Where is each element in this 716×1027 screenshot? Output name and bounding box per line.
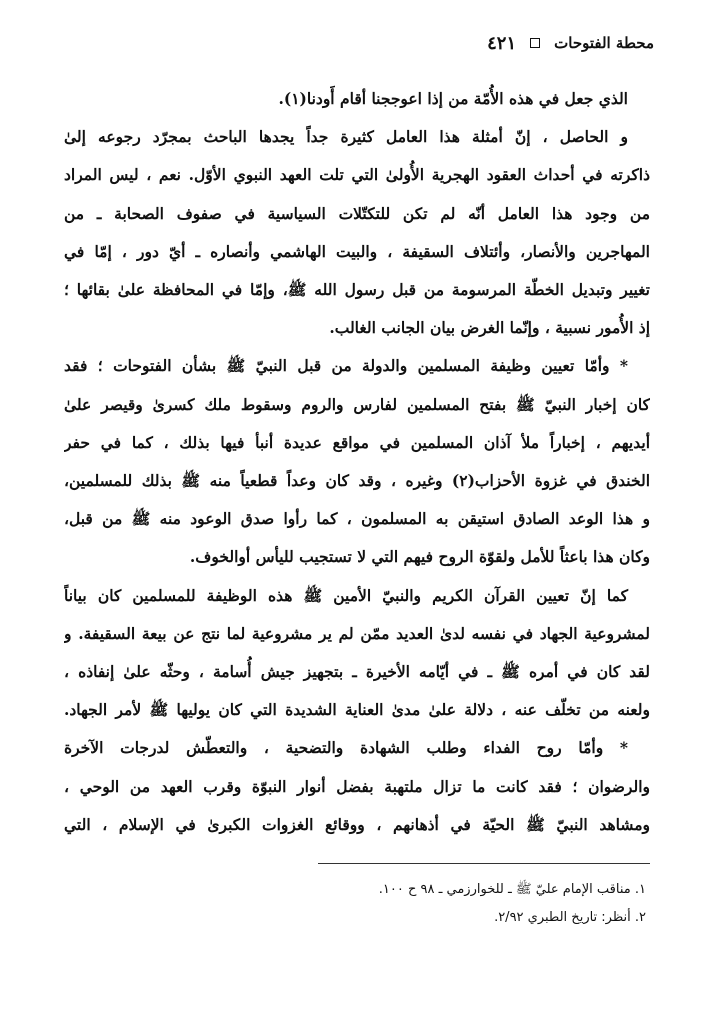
text-line: و الحاصل ، إنّ أمثلة هذا العامل كثيرة جداً يجدها الباحث بمجرّد رجوعه إلىٰ [64,127,628,147]
running-header [58,28,654,58]
footnotes [64,876,646,932]
text-line: ذاكرته في أحداث العقود الهجرية الأُولىٰ التي تلت العهد النبوي الأوّل. نعم ، ليس المراد [64,165,650,185]
text-line: وكان هذا باعثاً للأمل ولقوّة الروح فيهم التي لا تستجيب لليأس أوالخوف. [189,547,650,567]
text-line: إذ الأُمور نسبية ، وإنّما الغرض بيان الجانب الغالب. [329,318,650,338]
text-line: الذي جعل في هذه الأُمّة من إذا اعوججنا أقام أَودنا(١). [278,89,628,108]
text-line: * وأمّا تعيين وظيفة المسلمين والدولة من قبل النبيّ ﷺ بشأن الفتوحات ؛ فقد [64,356,628,376]
text-line: تغيير وتبديل الخطّة المرسومة من قبل رسول الله ﷺ، وإمّا في المحافظة علىٰ بقائها ؛ [64,280,650,300]
text-line: من وجود هذا العامل أنّه لم تكن للتكتّلات السياسية في صفوف الصحابة ـ من [64,203,650,223]
text-line: والرضوان ؛ فقد كانت ما تزال ملتهبة بفضل أنوار النبوّة وقرب العهد من الوحي ، [64,776,650,796]
text-line: لمشروعية الجهاد في نفسه لدىٰ العديد ممّن لم ير مشروعية لما نتج عن بيعة السقيفة. و [64,623,650,643]
text-line: الخندق في غزوة الأحزاب(٢) وغيره ، وقد كان وعداً قطعياً منه ﷺ بذلك للمسلمين، [64,471,650,491]
footnote-separator [318,863,650,864]
footnote-2: ٢. أنظر: تاريخ الطبري ٢/٩٢. [494,910,646,925]
text-line: ومشاهد النبيّ ﷺ الحيّة في أذهانهم ، ووقائع الغزوات الكبرىٰ في الإسلام ، التي [64,814,650,834]
text-line: لقد كان في أمره ﷺ ـ في أيّامه الأخيرة ـ بتجهيز جيش أُسامة ، وحثّه علىٰ إنفاذه ، [64,662,650,682]
square-ornament-icon [530,38,540,48]
text-line: كما إنّ تعيين القرآن الكريم والنبيّ الأمين ﷺ هذه الوظيفة للمسلمين كان بياناً [64,585,628,605]
footnote-1: ١. مناقب الإمام عليّ ﷺ ـ للخوارزمي ـ ٩٨ ح ١٠٠. [378,882,646,897]
header-title: محطة الفتوحات [554,34,654,52]
main-text [64,80,650,844]
text-line: ولعنه من تخلّف عنه ، دلالة علىٰ مدىٰ العناية الشديدة التي كان يوليها ﷺ لأمر الجهاد. [64,700,650,720]
text-line: و هذا الوعد الصادق استيقن به المسلمون ، كما رأوا صدق الوعود منه ﷺ من قبل، [64,509,650,529]
text-line: كان إخبار النبيّ ﷺ بفتح المسلمين لفارس والروم وسقوط ملك كسرىٰ وقيصر علىٰ [64,394,650,414]
text-line: المهاجرين والأنصار، وأئتلاف السقيفة ، والبيت الهاشمي وأنصاره ـ أيّ دور ، إمّا في [64,241,650,261]
text-line: * وأمّا روح الفداء وطلب الشهادة والتضحية ، والتعطّش لدرجات الآخرة [64,738,628,758]
page-number: ٤٢١ [487,32,517,54]
text-line: أيديهم ، إخباراً ملأ آذان المسلمين في مواقع عديدة أنبأ فيها بذلك ، كما في حفر [64,432,650,452]
